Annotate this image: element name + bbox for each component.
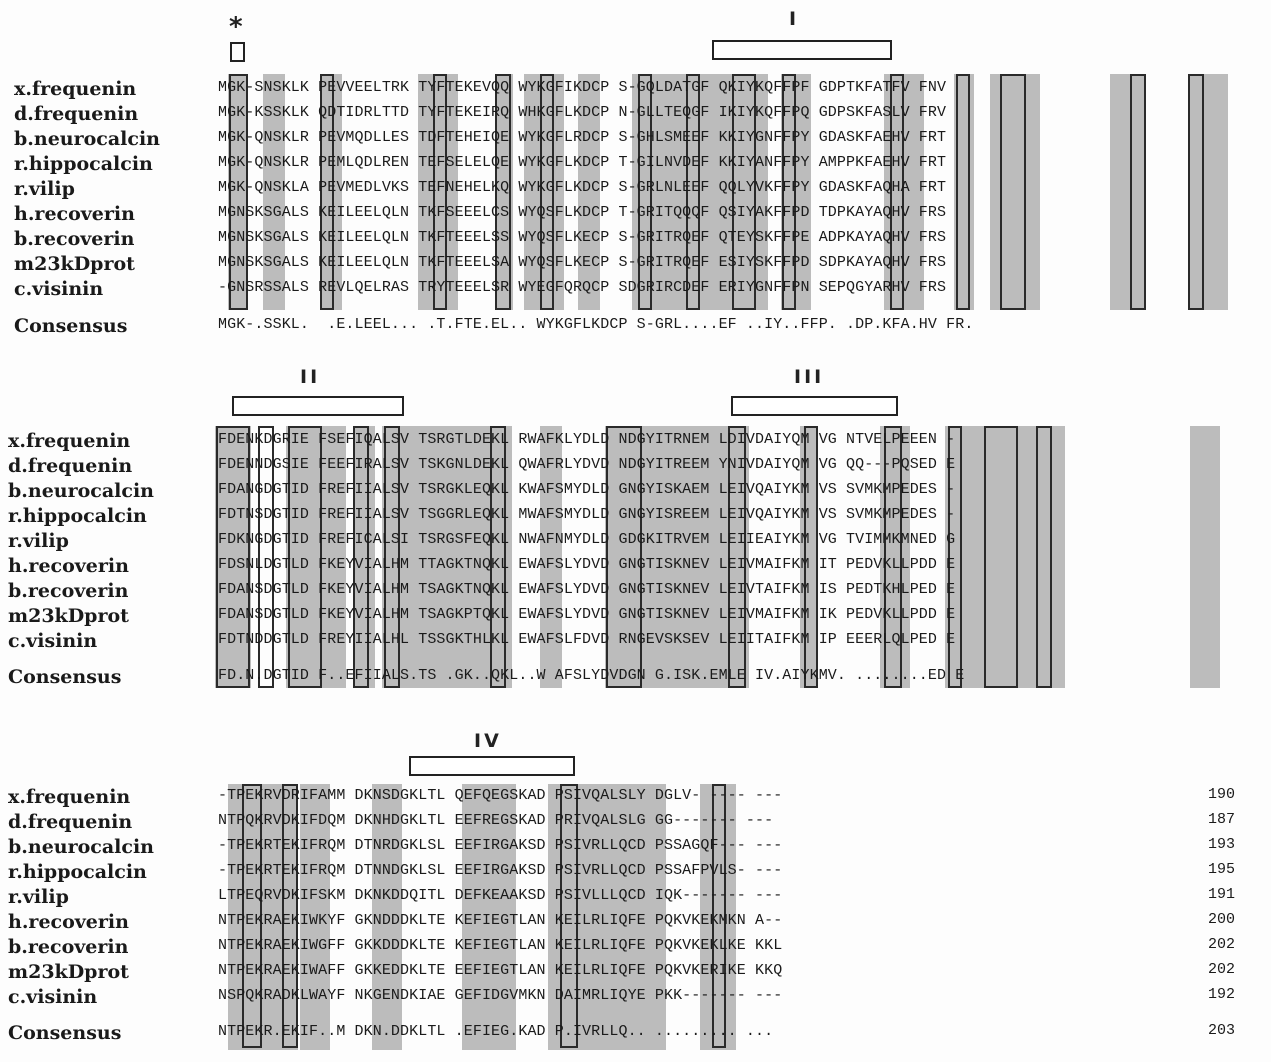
conserved-column-box [1130,74,1146,310]
consensus-label: Consensus [14,315,128,337]
species-name: m23kDprot [8,605,129,627]
species-name: b.neurocalcin [8,480,154,502]
domain-label-1: I [789,8,800,30]
species-name: r.vilip [14,178,75,200]
species-name: r.hippocalcin [8,505,147,527]
residue-count: 192 [1208,986,1236,1003]
sequence-row: -TPEKRTEKIFRQM DTNRDGKLSL EEFIRGAKSD PSIVRLLQCD PSSAGQF--- --- [218,837,783,854]
star-marker-box [230,42,245,62]
sequence-row: FDSNLDGTLD FKEYVIALHM TTAGKTNQKL EWAFSLYDVD GNGTISKNEV LEIVMAIFKM IT PEDVKLLPDD E [218,556,956,573]
sequence-row: MGK-KSSKLK QDTIDRLTTD TYFTEKEIRQ WHKGFLKDCP N-GLLTEQGF IKIYKQFFPQ GDPSKFASLV FRV [218,104,947,121]
conserved-column-box [956,74,970,310]
species-name: b.recoverin [14,228,135,250]
species-name: c.visinin [8,630,98,652]
sequence-row: MGK-QNSKLR PEMLQDLREN TEFSELELQE WYKGFLKDCP T-GILNVDEF KKIYANFFPY AMPPKFAEHV FRT [218,154,947,171]
domain-bar-4 [409,756,575,776]
sequence-row: FDENNDGSIE FEEFIRALSV TSKGNLDEKL QWAFRLYDVD NDGYITREEM YNIVDAIYQM VG QQ---PQSED E [218,456,956,473]
species-name: x.frequenin [8,430,131,452]
sequence-row: FDKNGDGTID FREFICALSI TSRGSFEQKL NWAFNMYDLD GDGKITRVEM LEIIEAIYKM VG TVIMMKMNED G [218,531,956,548]
sequence-row: MGK-SNSKLK PEVVEELTRK TYFTEKEVQQ WYKGFIKDCP S-GQLDATGF QKIYKQFFPF GDPTKFATFV FNV [218,79,947,96]
residue-count: 195 [1208,861,1236,878]
sequence-row: MGNSKSGALS KEILEELQLN TKFSEEELCS WYQSFLKDCP T-GRITQQQF QSIYAKFFPD TDPKAYAQHV FRS [218,204,947,221]
domain-label-3: III [794,366,825,388]
residue-count: 191 [1208,886,1236,903]
domain-label-2: II [300,366,321,388]
domain-bar-3 [731,396,898,416]
species-name: r.vilip [8,886,69,908]
sequence-row: FDTNSDGTID FREFIIALSV TSGGRLEQKL MWAFSMYDLD GNGYISREEM LEIVQAIYKM VS SVMKMPEDES - [218,506,956,523]
species-name: x.frequenin [14,78,137,100]
consensus-label: Consensus [8,1022,122,1044]
species-name: b.recoverin [8,936,129,958]
species-name: r.vilip [8,530,69,552]
species-name: c.visinin [14,278,104,300]
sequence-row: FDTNDDGTLD FREYIIALHL TSSGKTHLKL EWAFSLFDVD RNGEVSKSEV LEIITAIFKM IP EEERLQLPED E [218,631,956,648]
species-name: x.frequenin [8,786,131,808]
consensus-row: FD.N.DGTID F..EFIIALS.TS .GK..QKL..W AFSLYDVDGN G.ISK.EMLE IV.AIYKMV. ........ED E [218,667,965,684]
species-name: h.recoverin [8,555,129,577]
consensus-label: Consensus [8,666,122,688]
species-name: m23kDprot [8,961,129,983]
residue-count: 202 [1208,961,1236,978]
residue-count: 202 [1208,936,1236,953]
sequence-row: LTPEQRVDKIFSKM DKNKDDQITL DEFKEAAKSD PSIVLLLQCD IQK------- --- [218,887,783,904]
residue-count: 187 [1208,811,1236,828]
sequence-row: FDANSDGTLD FKEYVIALHM TSAGKPTQKL EWAFSLYDVD GNGTISKNEV LEIVMAIFKM IK PEDVKLLPDD E [218,606,956,623]
species-name: b.neurocalcin [14,128,160,150]
domain-bar-1 [712,40,892,60]
species-name: r.hippocalcin [14,153,153,175]
sequence-row: NTPQKRVDKIFDQM DKNHDGKLTL EEFREGSKAD PRIVQALSLG GG------- --- [218,812,774,829]
species-name: r.hippocalcin [8,861,147,883]
conserved-column-box [1000,74,1026,310]
sequence-row: FDANSDGTLD FKEYVIALHM TSAGKTNQKL EWAFSLYDVD GNGTISKNEV LEIVTAIFKM IS PEDTKHLPED E [218,581,956,598]
sequence-row: MGNSKSGALS KEILEELQLN TKFTEEELSS WYQSFLKECP S-GRITRQEF QTEYSKFFPE ADPKAYAQHV FRS [218,229,947,246]
consensus-row: NTPEKR.EKIF..M DKN.DDKLTL .EFIEG.KAD P.IVRLLQ.. ......... ... [218,1023,774,1040]
species-name: d.frequenin [14,103,139,125]
sequence-row: -TPEKRTEKIFRQM DTNNDGKLSL EEFIRGAKSD PSIVRLLQCD PSSAFPVLS- --- [218,862,783,879]
species-name: c.visinin [8,986,98,1008]
species-name: b.neurocalcin [8,836,154,858]
domain-label-4: IV [474,730,502,752]
residue-count: 190 [1208,786,1236,803]
species-name: m23kDprot [14,253,135,275]
sequence-row: -TPEKRVDRIFAMM DKNSDGKLTL QEFQEGSKAD PSIVQALSLY DGLV- ---- --- [218,787,783,804]
shade-region [1190,426,1220,688]
sequence-row: NSPQKRADKLWAYF NKGENDKIAE GEFIDGVMKN DAIMRLIQYE PKK------- --- [218,987,783,1004]
sequence-row: FDANGDGTID FREFIIALSV TSRGKLEQKL KWAFSMYDLD GNGYISKAEM LEIVQAIYKM VS SVMKMPEDES - [218,481,956,498]
residue-count: 200 [1208,911,1236,928]
sequence-row: MGK-QNSKLA PEVMEDLVKS TEFNEHELKQ WYKGFLKDCP S-GRLNLEEF QQLYVKFFPY GDASKFAQHA FRT [218,179,947,196]
conserved-column-box [984,426,1018,688]
sequence-row: MGNSKSGALS KEILEELQLN TKFTEEELSA WYQSFLKECP S-GRITRQEF ESIYSKFFPD SDPKAYAQHV FRS [218,254,947,271]
sequence-row: MGK-QNSKLR PEVMQDLLES TDFTEHEIQE WYKGFLRDCP S-GHLSMEEF KKIYGNFFPY GDASKFAEHV FRT [218,129,947,146]
species-name: d.frequenin [8,455,133,477]
conserved-column-box [1036,426,1052,688]
domain-bar-2 [232,396,404,416]
species-name: d.frequenin [8,811,133,833]
sequence-row: NTPEKRAEKIWAFF GKKEDDKLTE EEFIEGTLAN KEILRLIQFE PQKVKERIKE KKQ [218,962,783,979]
residue-count: 193 [1208,836,1236,853]
conserved-column-box [1188,74,1204,310]
species-name: h.recoverin [14,203,135,225]
sequence-row: NTPEKRAEKIWKYF GKNDDDKLTE KEFIEGTLAN KEILRLIQFE PQKVKEKMKN A-- [218,912,783,929]
sequence-row: -GNSRSSALS REVLQELRAS TRYTEEELSR WYEGFQRQCP SDGRIRCDEF ERIYGNFFPN SEPQGYARHV FRS [218,279,947,296]
species-name: b.recoverin [8,580,129,602]
sequence-row: NTPEKRAEKIWGFF GKKDDDKLTE KEFIEGTLAN KEILRLIQFE PQKVKEKLKE KKL [218,937,783,954]
species-name: h.recoverin [8,911,129,933]
star-marker: * [229,12,243,42]
residue-count: 203 [1208,1022,1236,1039]
consensus-row: MGK-.SSKL. .E.LEEL... .T.FTE.EL.. WYKGFLKDCP S-GRL....EF ..IY..FFP. .DP.KFA.HV FR. [218,316,974,333]
sequence-row: FDENKDGRIE FSEFIQALSV TSRGTLDEKL RWAFKLYDLD NDGYITRNEM LDIVDAIYQM VG NTVELPEEEN - [218,431,956,448]
